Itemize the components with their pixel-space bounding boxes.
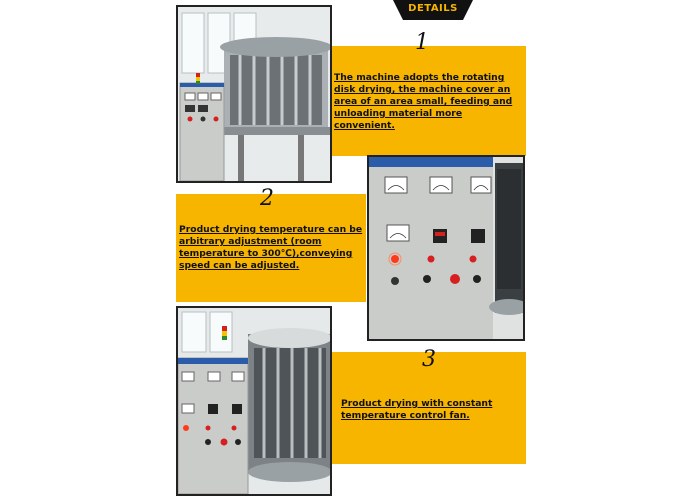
- section-3-caption: Product drying with constant temperature control fan.: [341, 398, 493, 421]
- banner-label: DETAILS: [408, 3, 458, 14]
- section-1-photo: [176, 5, 332, 183]
- section-1-caption: The machine adopts the rotating disk drying, the machine cover an area of an area small, feeding and unloading material more convenient.: [334, 72, 513, 131]
- section-3-number: 3: [422, 347, 436, 372]
- control-cabinet-photo: [369, 157, 523, 339]
- machine-photo-1: [178, 7, 330, 181]
- section-2-photo: [367, 155, 525, 341]
- section-3-photo: [176, 306, 332, 496]
- details-banner: [393, 0, 473, 20]
- section-2-caption: Product drying temperature can be arbitrary adjustment (room temperature to 300℃),conveying speed can be adjusted.: [179, 224, 363, 271]
- section-2-number: 2: [260, 186, 274, 211]
- machine-photo-3: [178, 308, 330, 494]
- section-1-number: 1: [415, 30, 429, 55]
